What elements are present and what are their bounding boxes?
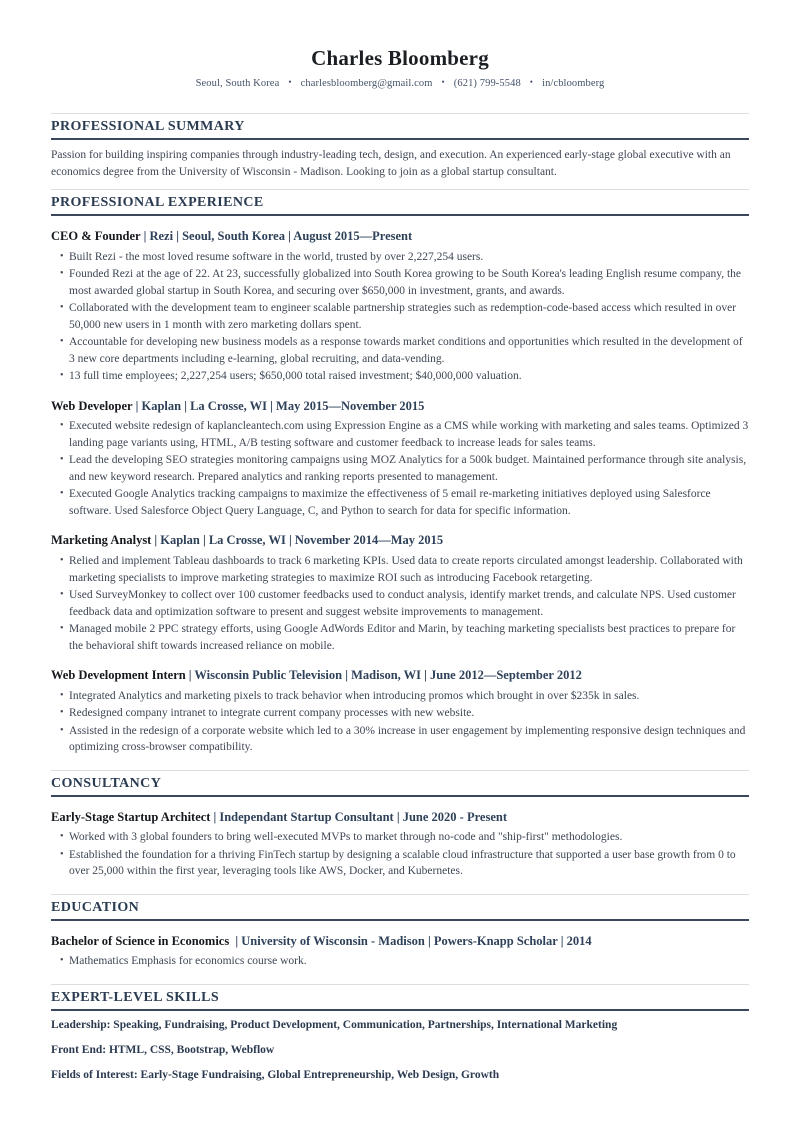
consultancy-list <box>51 797 749 880</box>
separator-dot: • <box>529 77 534 88</box>
job-bullet: • Accountable for developing new business models as a response towards market conditions and opportunities which resulted in the development of 3 new core departments including e-learning, global recruiting, and data-vending. <box>69 334 749 367</box>
job-entry-marketing-analyst <box>51 533 749 654</box>
job-bullet: • Established the foundation for a thriving FinTech startup by designing a scalable cloud infrastructure that supported a user base growth from 0 to over 25,000 within the first year, leveraging tools like AWS, Docker, and Kubernetes. <box>69 847 749 880</box>
job-header <box>51 399 749 415</box>
job-bullet: • Managed mobile 2 PPC strategy efforts, using Google AdWords Editor and Marin, by teaching marketing specialists best practices to prepare for the behavioral shift towards increased reliance on mobile. <box>69 621 749 654</box>
candidate-name: Charles Bloomberg <box>311 46 489 70</box>
skills-line-front-end: Front End: HTML, CSS, Bootstrap, Webflow <box>51 1043 275 1056</box>
experience-list <box>51 216 749 756</box>
separator-dot: • <box>288 77 292 88</box>
job-bullet: • Executed Google Analytics tracking campaigns to maximize the effectiveness of 5 email re-marketing initiatives deployed using Salesforce software. Used Salesforce Object Query Language, C, and Python to search for data for specific information. <box>69 486 749 519</box>
section-consultancy <box>51 770 749 880</box>
location-text: Seoul, South Korea <box>195 78 280 90</box>
job-meta: | Rezi | Seoul, South Korea | August 2015—Present <box>143 229 413 244</box>
job-meta: | Wisconsin Public Television | Madison, WI | June 2012—September 2012 <box>188 668 582 683</box>
section-heading-consultancy: CONSULTANCY <box>51 776 749 797</box>
section-heading-skills: EXPERT-LEVEL SKILLS <box>51 990 749 1011</box>
job-bullet: • Lead the developing SEO strategies monitoring campaigns using MOZ Analytics for a 500k budget. Maintained performance through site analysis, and new keyword research. Prepared analytics and ranking reports presented to management. <box>69 452 749 485</box>
job-title: Web Development Intern <box>51 668 186 683</box>
job-header <box>51 810 749 826</box>
contact-line <box>51 77 749 89</box>
job-bullet: • Collaborated with the development team to engineer scalable partnership strategies such as redemption-code-based access which resulted in over 50,000 new users in 1 month with zero marketing dollars spent. <box>69 300 749 333</box>
job-header <box>51 229 749 245</box>
education-bullet-list <box>51 953 749 970</box>
linkedin-link[interactable]: in/cbloomberg <box>542 78 605 90</box>
job-bullet: • Assisted in the redesign of a corporate website which led to a 30% increase in user engagement by implementing responsive design techniques and optimizing cross-browser compatibility. <box>69 723 749 756</box>
job-entry-startup-architect <box>51 810 749 880</box>
job-title: CEO & Founder <box>51 229 141 244</box>
job-title: Early-Stage Startup Architect <box>51 809 211 824</box>
education-entry <box>51 934 749 970</box>
email-link[interactable]: charlesbloomberg@gmail.com <box>300 78 433 90</box>
job-bullet: • Integrated Analytics and marketing pixels to track behavior when introducing promos which brought in over $235k in sales. <box>69 688 749 705</box>
job-bullet-list <box>51 829 749 880</box>
section-expert-level-skills <box>51 984 749 1083</box>
education-bullet: • Mathematics Emphasis for economics course work. <box>69 953 749 970</box>
job-meta: | Independant Startup Consultant | June 2020 - Present <box>213 809 507 824</box>
job-bullet: • Worked with 3 global founders to bring well-executed MVPs to market through no-code and "ship-first" methodologies. <box>69 829 749 846</box>
job-meta: | Kaplan | La Crosse, WI | May 2015—November 2015 <box>135 398 425 413</box>
degree-title: Bachelor of Science in Economics <box>51 933 230 948</box>
job-bullet: • Redesigned company intranet to integrate current company processes with new website. <box>69 705 749 722</box>
job-bullet: • Relied and implement Tableau dashboards to track 6 marketing KPIs. Used data to create reports circulated amongst leadership. Collaborated with marketing specialists to improve marketing strategies to maximize ROI such as introducing Facebook retargeting. <box>69 553 749 586</box>
job-bullet-list <box>51 249 749 385</box>
job-entry-web-developer <box>51 399 749 520</box>
skills-list <box>51 1018 749 1083</box>
job-bullet-list <box>51 418 749 519</box>
education-list <box>51 921 749 970</box>
job-bullet-list <box>51 688 749 756</box>
job-bullet: • Executed website redesign of kaplancleantech.com using Expression Engine as a CMS while working with marketing and sales teams. Optimized 3 landing page variants using, HTML, A/B testing software and customer feedback to increase leads for sales teams. <box>69 418 749 451</box>
job-entry-web-development-intern <box>51 668 749 756</box>
phone-link[interactable]: (621) 799-5548 <box>453 78 521 90</box>
section-education <box>51 894 749 970</box>
job-bullet: • Built Rezi - the most loved resume software in the world, trusted by over 2,227,254 users. <box>69 249 749 266</box>
job-bullet: • Founded Rezi at the age of 22. At 23, successfully globalized into South Korea growing to be South Korea's leading English resume company, the most awarded global startup in South Korea, and securing over $650,000 in investment, grants, and awards. <box>69 266 749 299</box>
skills-line-leadership: Leadership: Speaking, Fundraising, Product Development, Communication, Partnerships, International Marketing <box>51 1018 618 1031</box>
degree-meta: | University of Wisconsin - Madison | Powers-Knapp Scholar | 2014 <box>232 933 592 948</box>
job-header <box>51 533 749 549</box>
job-bullet: • Used SurveyMonkey to collect over 100 customer feedbacks used to conduct analysis, identify market trends, and calculate NPS. Used customer feedback data and optimization software to present and suggest website improvements to management. <box>69 587 749 620</box>
job-header <box>51 668 749 684</box>
job-title: Web Developer <box>51 398 133 413</box>
job-meta: | Kaplan | La Crosse, WI | November 2014—May 2015 <box>154 533 444 548</box>
degree-header <box>51 934 749 950</box>
job-bullet: • 13 full time employees; 2,227,254 users; $650,000 total raised investment; $40,000,000 valuation. <box>69 368 749 385</box>
job-title: Marketing Analyst <box>51 533 152 548</box>
resume-header <box>51 46 749 89</box>
job-bullet-list <box>51 553 749 654</box>
section-professional-experience <box>51 189 749 756</box>
skills-line-fields-of-interest: Fields of Interest: Early-Stage Fundraising, Global Entrepreneurship, Web Design, Growth <box>51 1068 500 1081</box>
job-entry-ceo-founder <box>51 229 749 385</box>
section-heading-summary: PROFESSIONAL SUMMARY <box>51 119 749 140</box>
summary-paragraph: Passion for building inspiring companies through industry-leading tech, design, and execution. An experienced early-stage global executive with an economics degree from the University of Wisconsin - Madison. Looking to join as a global startup consultant. <box>51 149 731 178</box>
section-heading-education: EDUCATION <box>51 900 749 921</box>
separator-dot: • <box>441 77 445 88</box>
section-professional-summary <box>51 113 749 180</box>
section-heading-experience: PROFESSIONAL EXPERIENCE <box>51 195 749 216</box>
